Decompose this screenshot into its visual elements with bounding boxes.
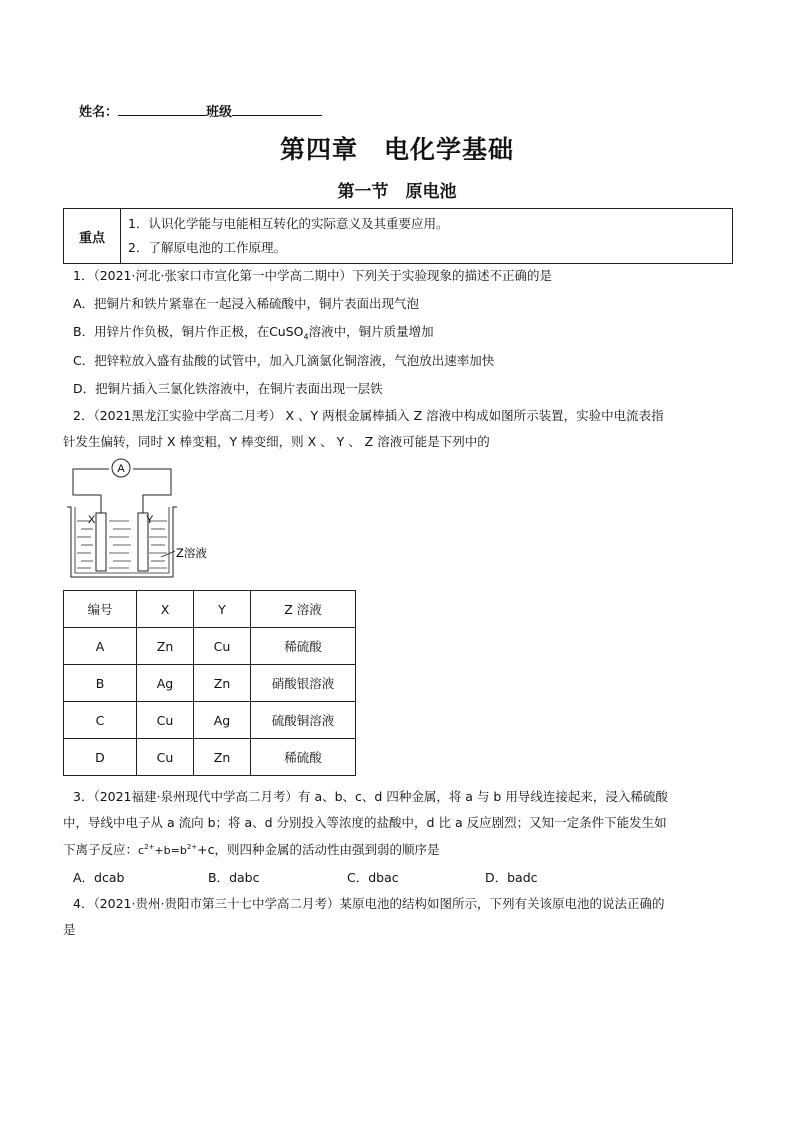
q1-option-b-pre: B．用锌片作负极，铜片作正极，在 <box>73 324 270 339</box>
q4-stem-line2: 是 <box>63 922 76 937</box>
section-title: 第一节 原电池 <box>337 182 457 202</box>
solution <box>77 521 167 568</box>
key-points-box <box>63 208 733 264</box>
table-header-cell: Y <box>194 591 251 628</box>
q1-formula-sub: 4 <box>303 332 309 342</box>
table-row <box>64 628 356 665</box>
ammeter-label: A <box>117 463 125 475</box>
beaker <box>67 507 177 577</box>
q3-charge-1: 2+ <box>144 842 155 851</box>
name-label: 姓名： <box>79 105 119 120</box>
q3-option-a: A．dcab <box>73 870 125 885</box>
solution-label: Z溶液 <box>176 546 207 560</box>
q3-option-c: C．dbac <box>347 870 399 885</box>
table-header-cell: Z 溶液 <box>251 591 356 628</box>
table-cell: Cu <box>137 702 194 739</box>
table-row <box>64 739 356 776</box>
q1-option-b-post: 溶液中，铜片质量增加 <box>308 324 434 339</box>
q3-stem-line1: 3．（2021福建·泉州现代中学高二月考）有 a、b、c、d 四种金属，将 a 与 b 用导线连接起来，浸入稀硫酸 <box>73 789 668 804</box>
wire <box>133 469 171 513</box>
q1-option-b <box>73 322 434 342</box>
table-cell: A <box>64 628 137 665</box>
table-header-row <box>64 591 356 628</box>
table-cell: 稀硫酸 <box>251 628 356 665</box>
table-row <box>64 702 356 739</box>
table-cell: 硫酸铜溶液 <box>251 702 356 739</box>
q1-option-c: C．把锌粒放入盛有盐酸的试管中，加入几滴氯化铜溶液，气泡放出速率加快 <box>73 353 495 368</box>
key-point-item: 2．了解原电池的工作原理。 <box>128 240 286 255</box>
table-header-cell: 编号 <box>64 591 137 628</box>
table-cell: 稀硫酸 <box>251 739 356 776</box>
table-cell: C <box>64 702 137 739</box>
q3-stem-line2: 中，导线中电子从 a 流向 b；将 a、d 分别投入等浓度的盐酸中，d 比 a 反应剧烈；又知一定条件下能发生如 <box>63 815 667 830</box>
q2-table <box>63 590 356 776</box>
q3-stem-line3 <box>63 840 440 858</box>
q1-formula: CuSO <box>269 324 304 339</box>
rod-x-label: X <box>88 514 96 526</box>
table-cell: Cu <box>194 628 251 665</box>
q2-stem-line2: 针发生偏转，同时 X 棒变粗，Y 棒变细，则 X 、 Y 、 Z 溶液可能是下列中的 <box>63 434 490 449</box>
q3-line3-post: +c，则四种金属的活动性由强到弱的顺序是 <box>197 842 440 857</box>
name-class-line <box>79 101 322 120</box>
key-points-label: 重点 <box>64 209 121 263</box>
table-cell: 硝酸银溶液 <box>251 665 356 702</box>
galvanic-cell-diagram <box>63 455 243 585</box>
table-cell: Ag <box>137 665 194 702</box>
name-blank[interactable] <box>118 103 206 116</box>
key-points-list <box>121 209 448 263</box>
key-point-item: 1．认识化学能与电能相互转化的实际意义及其重要应用。 <box>128 216 449 231</box>
q3-charge-2: 2+ <box>186 842 198 851</box>
q3-option-d: D．badc <box>485 870 538 885</box>
rod-x <box>96 513 106 571</box>
q4-stem-line1: 4．（2021·贵州·贵阳市第三十七中学高二月考）某原电池的结构如图所示，下列有关该原电池的说法正确的 <box>73 896 665 911</box>
chapter-title: 第四章 电化学基础 <box>279 135 514 164</box>
class-blank[interactable] <box>232 103 322 116</box>
q3-equation-mid: +b=b <box>154 844 187 857</box>
table-cell: B <box>64 665 137 702</box>
q1-option-a: A．把铜片和铁片紧靠在一起浸入稀硫酸中，铜片表面出现气泡 <box>73 296 420 311</box>
table-header-cell: X <box>137 591 194 628</box>
rod-y-label: Y <box>146 514 154 526</box>
q3-line3-pre: 下离子反应： <box>63 842 139 857</box>
table-cell: Cu <box>137 739 194 776</box>
q2-stem-line1: 2．（2021黑龙江实验中学高二月考） X 、Y 两根金属棒插入 Z 溶液中构成如图所示装置，实验中电流表指 <box>73 408 664 423</box>
q3-option-b: B．dabc <box>208 870 260 885</box>
table-row <box>64 665 356 702</box>
table-cell: Zn <box>194 665 251 702</box>
table-cell: Ag <box>194 702 251 739</box>
q3-ion-c: c <box>138 844 145 857</box>
q1-option-d: D．把铜片插入三氯化铁溶液中，在铜片表面出现一层铁 <box>73 381 383 396</box>
table-cell: Zn <box>137 628 194 665</box>
table-cell: D <box>64 739 137 776</box>
q1-stem: 1．（2021·河北·张家口市宣化第一中学高二期中）下列关于实验现象的描述不正确的是 <box>73 268 552 283</box>
class-label: 班级 <box>206 105 233 120</box>
wire <box>73 469 109 513</box>
table-cell: Zn <box>194 739 251 776</box>
